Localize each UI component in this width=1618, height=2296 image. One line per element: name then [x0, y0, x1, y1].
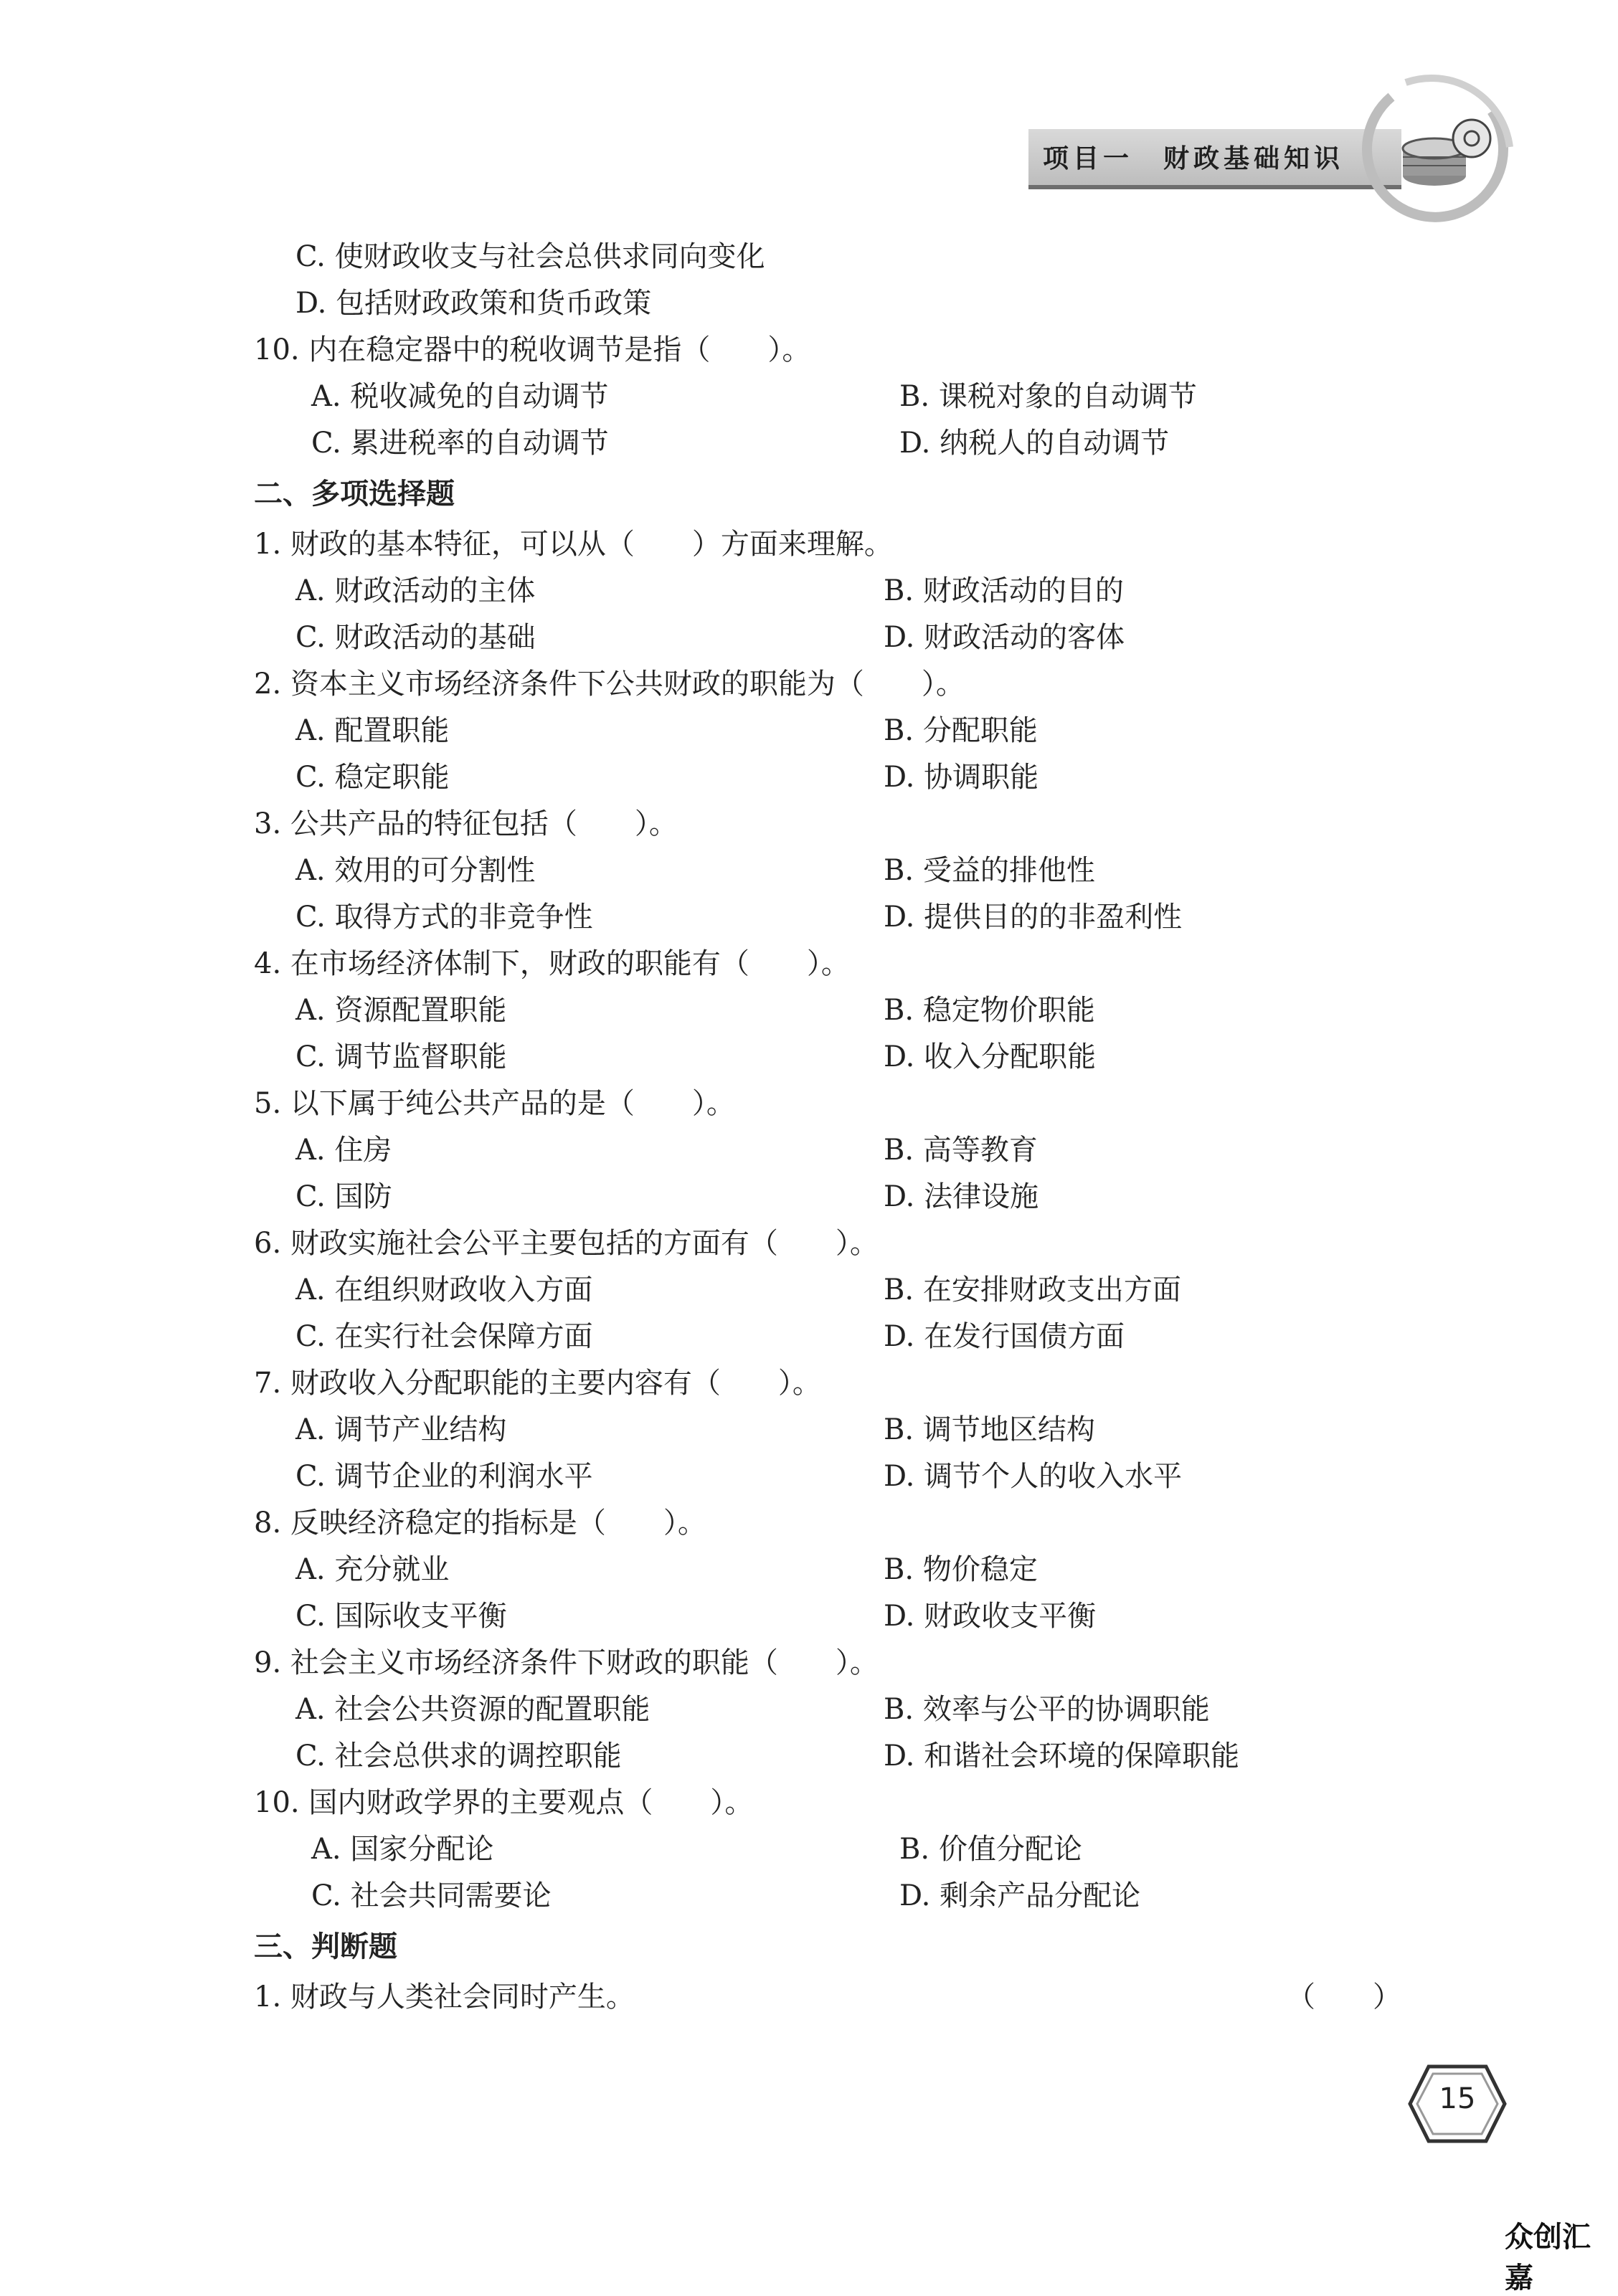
option-a: A. 资源配置职能 — [295, 994, 507, 1027]
option-a: A. 配置职能 — [295, 714, 450, 747]
option-a: A. 财政活动的主体 — [295, 574, 536, 607]
option-row — [254, 1124, 1459, 1171]
section-heading: 三、判断题 — [254, 1930, 397, 1963]
option-b: B. 财政活动的目的 — [884, 574, 1124, 607]
running-header-title: 项目一 财政基础知识 — [1043, 144, 1345, 174]
option-d: D. 纳税人的自动调节 — [899, 427, 1170, 460]
option-c: C. 社会总供求的调控职能 — [295, 1740, 622, 1773]
question-stem: 8. 反映经济稳定的指标是（ ）。 — [254, 1507, 706, 1540]
option-row — [254, 1870, 1459, 1917]
option-a: A. 在组织财政收入方面 — [295, 1273, 593, 1306]
option-a: A. 调节产业结构 — [295, 1413, 507, 1446]
option-a: A. 税收减免的自动调节 — [311, 380, 609, 413]
answer-blank: （ ） — [1287, 1980, 1401, 2013]
option-c: C. 财政活动的基础 — [295, 621, 536, 654]
option-row — [254, 705, 1459, 751]
option-row — [254, 1730, 1459, 1777]
option-b: B. 效率与公平的协调职能 — [884, 1693, 1210, 1726]
question-stem: 10. 国内财政学界的主要观点（ ）。 — [254, 1786, 754, 1819]
option-d: D. 在发行国债方面 — [884, 1320, 1125, 1353]
option-d: D. 收入分配职能 — [884, 1040, 1097, 1073]
option-b: B. 分配职能 — [884, 714, 1038, 747]
option-b: B. 价值分配论 — [899, 1833, 1082, 1866]
question-stem: 6. 财政实施社会公平主要包括的方面有（ ）。 — [254, 1227, 879, 1260]
question-stem: 10. 内在稳定器中的税收调节是指（ ）。 — [254, 333, 811, 366]
option-a: A. 效用的可分割性 — [295, 854, 536, 887]
option-c: C. 国际收支平衡 — [295, 1600, 507, 1633]
option-b: B. 稳定物价职能 — [884, 994, 1095, 1027]
question-stem: 1. 财政与人类社会同时产生。 — [254, 1980, 635, 2013]
option-row — [254, 1171, 1459, 1218]
question-stem: 1. 财政的基本特征，可以从（ ）方面来理解。 — [254, 528, 893, 561]
option-d: D. 财政收支平衡 — [884, 1600, 1097, 1633]
option-b: B. 受益的排他性 — [884, 854, 1095, 887]
option-c: C. 调节监督职能 — [295, 1040, 507, 1073]
option-d: D. 提供目的的非盈利性 — [884, 901, 1183, 934]
option-b: B. 在安排财政支出方面 — [884, 1273, 1181, 1306]
option-c: C. 调节企业的利润水平 — [295, 1460, 593, 1493]
judgement-question — [254, 1971, 1459, 2018]
option-c: C. 社会共同需要论 — [311, 1879, 552, 1912]
page-number: 15 — [1439, 2082, 1476, 2115]
option-d: D. 剩余产品分配论 — [899, 1879, 1141, 1912]
option-row — [254, 1031, 1459, 1078]
option-row — [254, 417, 1459, 464]
option-c: C. 国防 — [295, 1180, 392, 1213]
option-b: B. 高等教育 — [884, 1134, 1038, 1167]
option-row — [254, 371, 1459, 417]
option-d: D. 协调职能 — [884, 761, 1039, 794]
option-row — [254, 1451, 1459, 1497]
question-stem: 2. 资本主义市场经济条件下公共财政的职能为（ ）。 — [254, 668, 965, 701]
option-row — [254, 1823, 1459, 1870]
question-stem: 9. 社会主义市场经济条件下财政的职能（ ）。 — [254, 1646, 879, 1679]
option-a: A. 充分就业 — [295, 1553, 450, 1586]
option-row — [254, 1544, 1459, 1590]
option-row — [254, 565, 1459, 612]
option-row — [254, 1684, 1459, 1730]
watermark: 众创汇嘉 — [1505, 2221, 1591, 2295]
option-d: D. 和谐社会环境的保障职能 — [884, 1740, 1240, 1773]
option-b: B. 调节地区结构 — [884, 1413, 1095, 1446]
option-c: C. 取得方式的非竞争性 — [295, 901, 593, 934]
question-stem: 3. 公共产品的特征包括（ ）。 — [254, 807, 678, 840]
question-stem: 5. 以下属于纯公共产品的是（ ）。 — [254, 1087, 735, 1120]
option-row — [254, 1404, 1459, 1451]
option-row — [254, 985, 1459, 1031]
option-c: C. 稳定职能 — [295, 761, 450, 794]
option-c-prev: C. 使财政收支与社会总供求同向变化 — [295, 240, 765, 273]
page-content — [254, 231, 1459, 2018]
option-row — [254, 891, 1459, 938]
option-row — [254, 1264, 1459, 1311]
option-a: A. 社会公共资源的配置职能 — [295, 1693, 650, 1726]
option-d-prev: D. 包括财政政策和货币政策 — [295, 287, 652, 320]
question-stem: 4. 在市场经济体制下，财政的职能有（ ）。 — [254, 947, 850, 980]
coin-stack-logo-icon — [1348, 68, 1520, 226]
option-row — [254, 845, 1459, 891]
option-d: D. 财政活动的客体 — [884, 621, 1125, 654]
option-b: B. 物价稳定 — [884, 1553, 1038, 1586]
option-c: C. 累进税率的自动调节 — [311, 427, 609, 460]
option-row — [254, 751, 1459, 798]
section-heading: 二、多项选择题 — [254, 477, 455, 511]
option-row — [254, 1590, 1459, 1637]
option-d: D. 法律设施 — [884, 1180, 1039, 1213]
option-a: A. 国家分配论 — [311, 1833, 494, 1866]
option-c: C. 在实行社会保障方面 — [295, 1320, 593, 1353]
option-d: D. 调节个人的收入水平 — [884, 1460, 1183, 1493]
question-stem: 7. 财政收入分配职能的主要内容有（ ）。 — [254, 1367, 821, 1400]
option-b: B. 课税对象的自动调节 — [899, 380, 1197, 413]
option-row — [254, 612, 1459, 658]
option-a: A. 住房 — [295, 1134, 392, 1167]
option-row — [254, 1311, 1459, 1357]
